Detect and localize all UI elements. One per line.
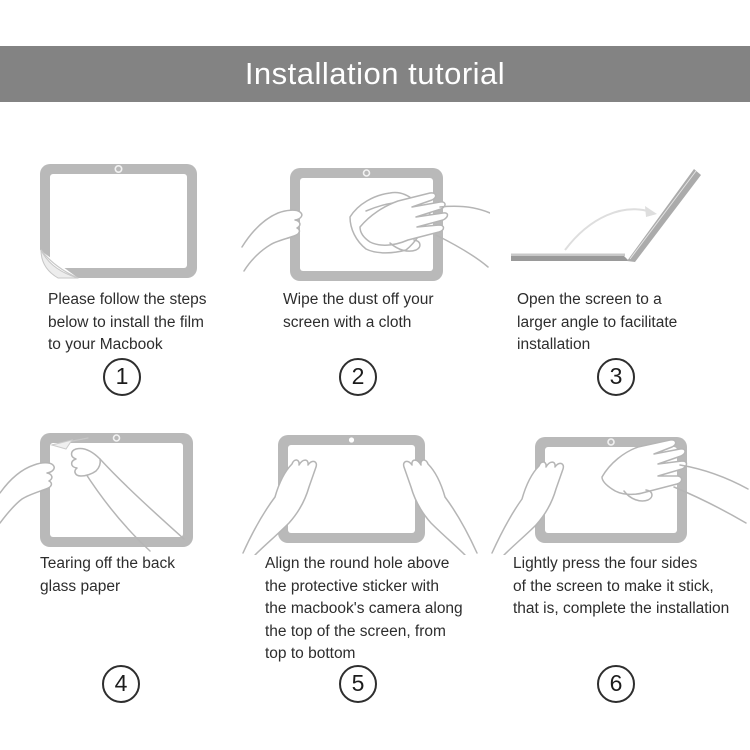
step-5-caption: Align the round hole above the protective sticker with the macbook's camera along the top of the screen, from top to bottom: [265, 555, 463, 662]
film-peeled-corner-illustration: [36, 158, 201, 284]
page-title: Installation tutorial: [244, 56, 506, 91]
step-2-number-badge: 2: [339, 358, 377, 396]
step-1-caption: Please follow the steps below to install the film to your Macbook: [48, 291, 207, 353]
align-with-camera-illustration: [235, 425, 485, 555]
step-4-number-badge: 4: [102, 665, 140, 703]
wipe-screen-illustration: [240, 155, 490, 290]
step-3-number-badge: 3: [597, 358, 635, 396]
step-2-caption: Wipe the dust off your screen with a cloth: [283, 291, 434, 331]
step-5-number-badge: 5: [339, 665, 377, 703]
open-arrow-icon: [645, 206, 657, 217]
step-6-number-badge: 6: [597, 665, 635, 703]
step-6-caption: Lightly press the four sides of the screen to make it stick, that is, complete the installation: [513, 555, 730, 617]
tear-back-paper-illustration: [0, 425, 245, 555]
step-3-caption: Open the screen to a larger angle to facilitate installation: [517, 291, 678, 353]
step-4-caption: Tearing off the back glass paper: [40, 555, 175, 595]
open-laptop-illustration: [495, 155, 720, 285]
press-sides-illustration: [490, 425, 750, 555]
header-bar: [0, 46, 750, 102]
step-1-number-badge: 1: [103, 358, 141, 396]
